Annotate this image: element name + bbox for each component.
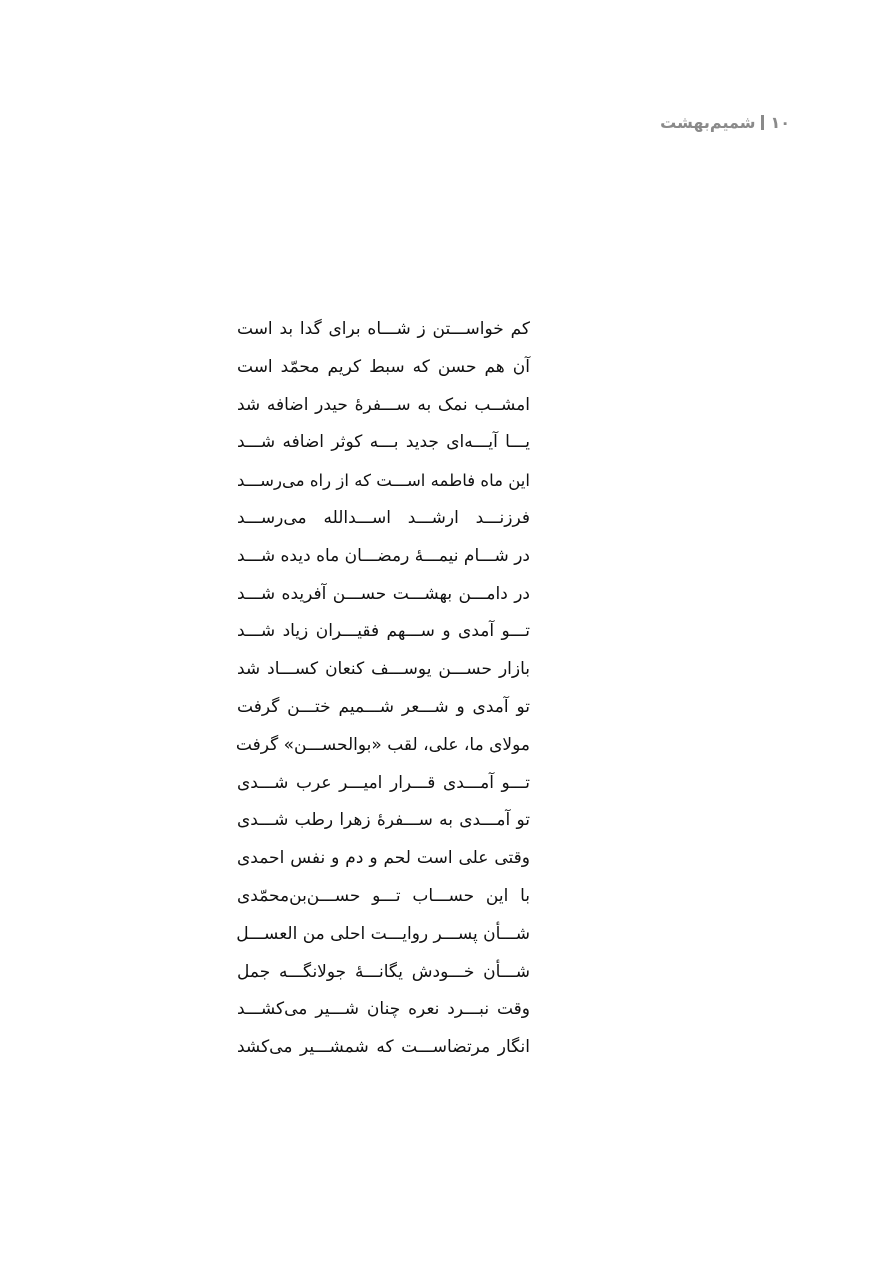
poem-line: یـــا آیـــه‌ای جدید بـــه کوثر اضافه شـــد <box>237 432 530 453</box>
poem-line: با این حســـاب تـــو حســـن‌بن‌محمّدی <box>237 885 530 906</box>
poem-line: در دامـــن بهشـــت حســـن آفریده شـــد <box>237 583 530 604</box>
poem-line: مولای ما، علی، لقب «بوالحســـن» گرفت <box>235 734 530 755</box>
poem-line: تـــو آمـــدی قـــرار امیـــر عرب شـــدی <box>237 772 530 793</box>
poem-line: تو آمـــدی به ســـفرۀ زهرا رطب شـــدی <box>237 810 530 831</box>
running-header <box>660 113 790 132</box>
header-separator <box>761 115 764 130</box>
poem-line: امشــب نمک به ســـفرۀ حیدر اضافه شد <box>237 394 530 415</box>
poem-line: تـــو آمدی و ســـهم فقیـــران زیاد شـــد <box>237 621 530 642</box>
page-number: ۱۰ <box>770 113 790 132</box>
poem-line: فرزنـــد ارشـــد اســـدالله می‌رســـد <box>237 507 530 528</box>
poem-line: وقت نبـــرد نعره چنان شـــیر می‌کشـــد <box>237 999 530 1020</box>
book-title: شمیم‌بهشت <box>660 113 756 132</box>
poem-line: انگار مرتضاســـت که شمشـــیر می‌کشد <box>237 1037 530 1058</box>
poem-line: شـــأن پســـر روایـــت احلی من العســـل <box>236 923 530 944</box>
poem-line: آن هم حسن که سبط کریم محمّد است <box>237 356 530 377</box>
poem-line: شـــأن خـــودش یگانـــۀ جولانگـــه جمل <box>237 961 530 982</box>
poem-line: کم خواســـتن ز شـــاه برای گدا بد است <box>237 319 530 339</box>
poem-line: تو آمدی و شـــعر شـــمیم ختـــن گرفت <box>237 696 530 717</box>
poem-line: وقتی علی است لحم و دم و نفس احمدی <box>237 848 530 869</box>
poem-line: در شـــام نیمـــۀ رمضـــان ماه دیده شـــد <box>237 545 530 566</box>
poem-line: بازار حســـن یوســـف کنعان کســـاد شد <box>237 659 530 680</box>
poem-line: این ماه فاطمه اســـت که از راه می‌رســـد <box>237 471 530 491</box>
poem <box>237 311 530 1067</box>
